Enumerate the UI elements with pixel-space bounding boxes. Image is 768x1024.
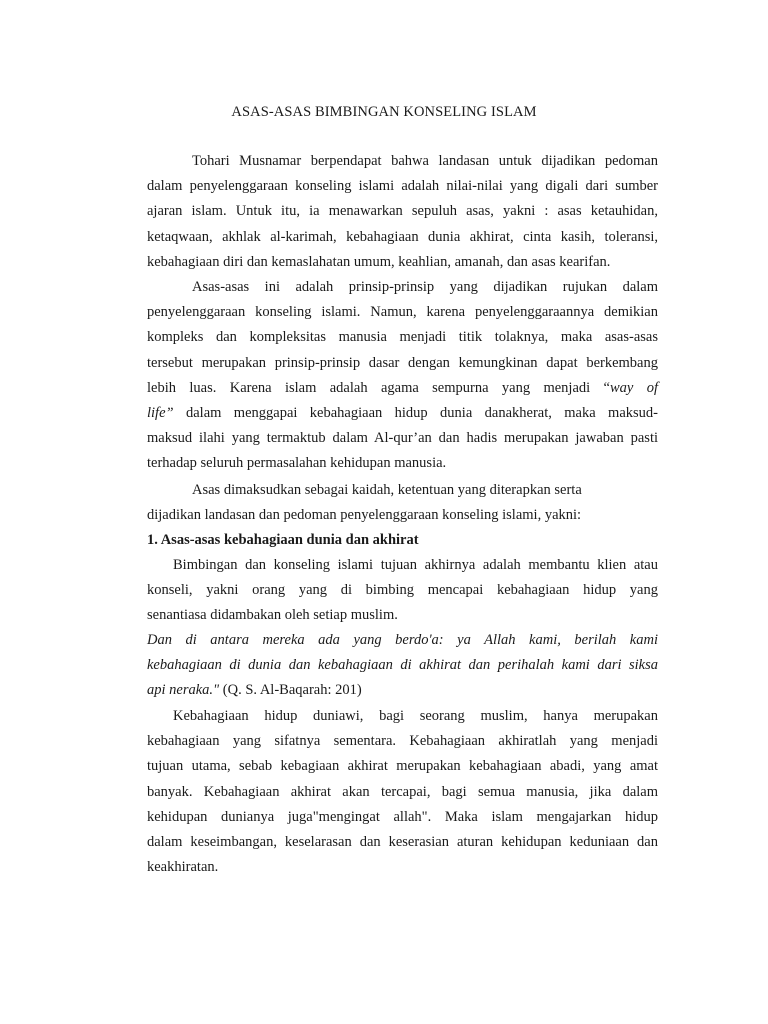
- text-line: konseli, yakni orang yang di bimbing mencapai kebahagiaan hidup yang: [147, 582, 658, 599]
- quote-line: kebahagiaan di dunia dan kebahagiaan di akhirat dan perihalah kami dari siksa: [147, 657, 658, 674]
- text-line: dalam keseimbangan, keselarasan dan keserasian aturan kehidupan keduniaan dan: [147, 833, 658, 850]
- text-line: maksud ilahi yang termaktub dalam Al-qur’an dan hadis merupakan jawaban pasti: [147, 430, 658, 447]
- paragraph-5: [147, 704, 658, 880]
- text-line: senantiasa didambakan oleh setiap muslim.: [147, 607, 398, 624]
- text-line: Asas-asas ini adalah prinsip-prinsip yang dijadikan rujukan dalam: [192, 279, 658, 295]
- section-heading-block: [147, 528, 658, 553]
- section-heading: 1. Asas-asas kebahagiaan dunia dan akhirat: [147, 532, 419, 548]
- text-line: dalam penyelenggaraan konseling islami adalah nilai-nilai yang digali dari sumber: [147, 178, 658, 195]
- italic-phrase: life”: [147, 404, 174, 421]
- quote-line: Dan di antara mereka ada yang berdo'a: ya Allah kami, berilah kami: [147, 632, 658, 648]
- text-line: ajaran islam. Untuk itu, ia menawarkan sepuluh asas, yakni : asas ketauhidan,: [147, 203, 658, 220]
- text-run: lebih luas. Karena islam adalah agama sempurna yang menjadi “: [147, 379, 610, 396]
- text-line: tersebut merupakan prinsip-prinsip dasar dengan kemungkinan dapat berkembang: [147, 354, 658, 371]
- text-line: keakhiratan.: [147, 859, 219, 876]
- paragraph-2: [147, 275, 658, 477]
- text-line: Bimbingan dan konseling islami tujuan akhirnya adalah membantu klien atau: [173, 557, 658, 573]
- text-line: banyak. Kebahagiaan akhirat akan tercapai, bagi semua manusia, jika dalam: [147, 783, 658, 800]
- text-line: Kebahagiaan hidup duniawi, bagi seorang muslim, hanya merupakan: [173, 708, 658, 724]
- quote-text: api neraka.": [147, 682, 220, 699]
- text-line: kompleks dan kompleksitas manusia menjadi titik tolaknya, maka asas-asas: [147, 329, 658, 346]
- text-line: kebahagiaan yang sifatnya sementara. Kebahagiaan akhiratlah yang menjadi: [147, 733, 658, 750]
- text-line: penyelenggaraan konseling islami. Namun, karena penyelenggaraannya demikian: [147, 304, 658, 321]
- quran-quote: [147, 628, 658, 704]
- text-line: [147, 376, 658, 401]
- quote-citation: (Q. S. Al-Baqarah: 201): [219, 682, 362, 699]
- text-line: Asas dimaksudkan sebagai kaidah, ketentuan yang diterapkan serta: [192, 482, 582, 498]
- paragraph-1: [147, 149, 658, 275]
- text-line: terhadap seluruh permasalahan kehidupan manusia.: [147, 455, 447, 472]
- paragraph-4: [147, 553, 658, 629]
- paragraph-3: [147, 478, 658, 528]
- text-line: [147, 401, 658, 426]
- text-line: Tohari Musnamar berpendapat bahwa landasan untuk dijadikan pedoman: [192, 153, 658, 169]
- text-line: tujuan utama, sebab kebagiaan akhirat merupakan kebahagiaan abadi, yang amat: [147, 758, 658, 775]
- document-title: ASAS-ASAS BIMBINGAN KONSELING ISLAM: [231, 104, 537, 120]
- text-line: dijadikan landasan dan pedoman penyelenggaraan konseling islami, yakni:: [147, 507, 582, 524]
- text-line: kehidupan dunianya juga"mengingat allah". Maka islam mengajarkan hidup: [147, 808, 658, 825]
- text-run: dalam menggapai kebahagiaan hidup dunia danakherat, maka maksud-: [173, 404, 658, 421]
- text-line: kebahagiaan diri dan kemaslahatan umum, keahlian, amanah, dan asas kearifan.: [147, 253, 611, 270]
- text-line: ketaqwaan, akhlak al-karimah, kebahagiaan dunia akhirat, cinta kasih, toleransi,: [147, 228, 658, 245]
- quote-line: [147, 678, 658, 703]
- italic-phrase: way of: [609, 379, 658, 396]
